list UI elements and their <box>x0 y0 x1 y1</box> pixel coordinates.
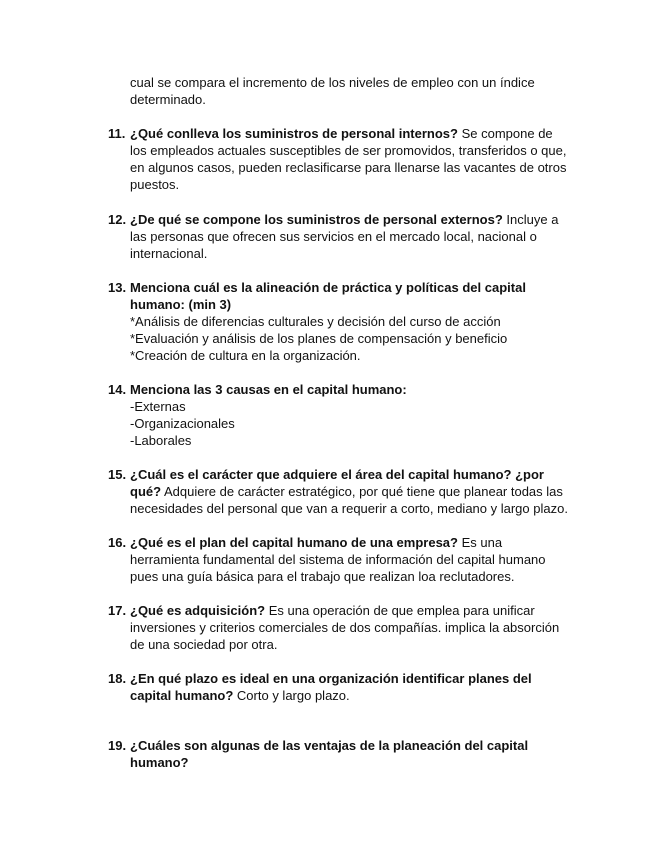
list-line: -Organizacionales <box>130 416 235 431</box>
question-text: ¿Cuáles son algunas de las ventajas de la planeación del capital humano? <box>130 738 529 770</box>
list-line: *Evaluación y análisis de los planes de compensación y beneficio <box>130 331 508 346</box>
question-number: 18. <box>108 671 127 686</box>
question-number: 11. <box>108 126 126 141</box>
question-text: ¿En qué plazo es ideal en una organización identificar planes del capital humano? <box>130 671 532 703</box>
question-number: 17. <box>108 603 127 618</box>
answer-text: Incluye a las personas que ofrecen sus servicios en el mercado local, nacional o internacional. <box>130 212 559 261</box>
question-number: 12. <box>108 212 127 227</box>
answer-text: Corto y largo plazo. <box>236 688 350 703</box>
question-text: Menciona las 3 causas en el capital humano: <box>130 382 407 397</box>
question-number: 14. <box>108 382 127 397</box>
question-text: Menciona cuál es la alineación de práctica y políticas del capital humano: (min 3) <box>130 280 526 312</box>
question-text: ¿Qué conlleva los suministros de personal internos? <box>130 126 458 141</box>
list-line: *Creación de cultura en la organización. <box>130 348 361 363</box>
continuation-text: cual se compara el incremento de los niveles de empleo con un índice determinado. <box>130 75 535 107</box>
answer-text: Es una herramienta fundamental del sistema de información del capital humano pues una guía básica para el trabajo que realizan loa reclutadores. <box>130 535 546 584</box>
list-line: -Externas <box>130 399 186 414</box>
question-text: ¿Cuál es el carácter que adquiere el área del capital humano? ¿por qué? <box>130 467 544 499</box>
question-number: 16. <box>108 535 127 550</box>
question-text: ¿Qué es adquisición? <box>130 603 266 618</box>
question-number: 13. <box>108 280 127 295</box>
list-line: *Análisis de diferencias culturales y decisión del curso de acción <box>130 314 501 329</box>
answer-text: Es una operación de que emplea para unificar inversiones y criterios comerciales de dos compañías. implica la absorción de una sociedad por otra. <box>130 603 560 652</box>
question-number: 15. <box>108 467 127 482</box>
answer-text: Se compone de los empleados actuales susceptibles de ser promovidos, transferidos o que, en algunos casos, pueden reclasificarse para llenarse las vacantes de otros puestos. <box>130 126 567 192</box>
question-text: ¿De qué se compone los suministros de personal externos? <box>130 212 503 227</box>
answer-text: Adquiere de carácter estratégico, por qué tiene que planear todas las necesidades del personal que van a requerir a corto, mediano y largo plazo. <box>130 484 568 516</box>
question-text: ¿Qué es el plan del capital humano de una empresa? <box>130 535 458 550</box>
question-number: 19. <box>108 738 127 753</box>
list-line: -Laborales <box>130 433 192 448</box>
